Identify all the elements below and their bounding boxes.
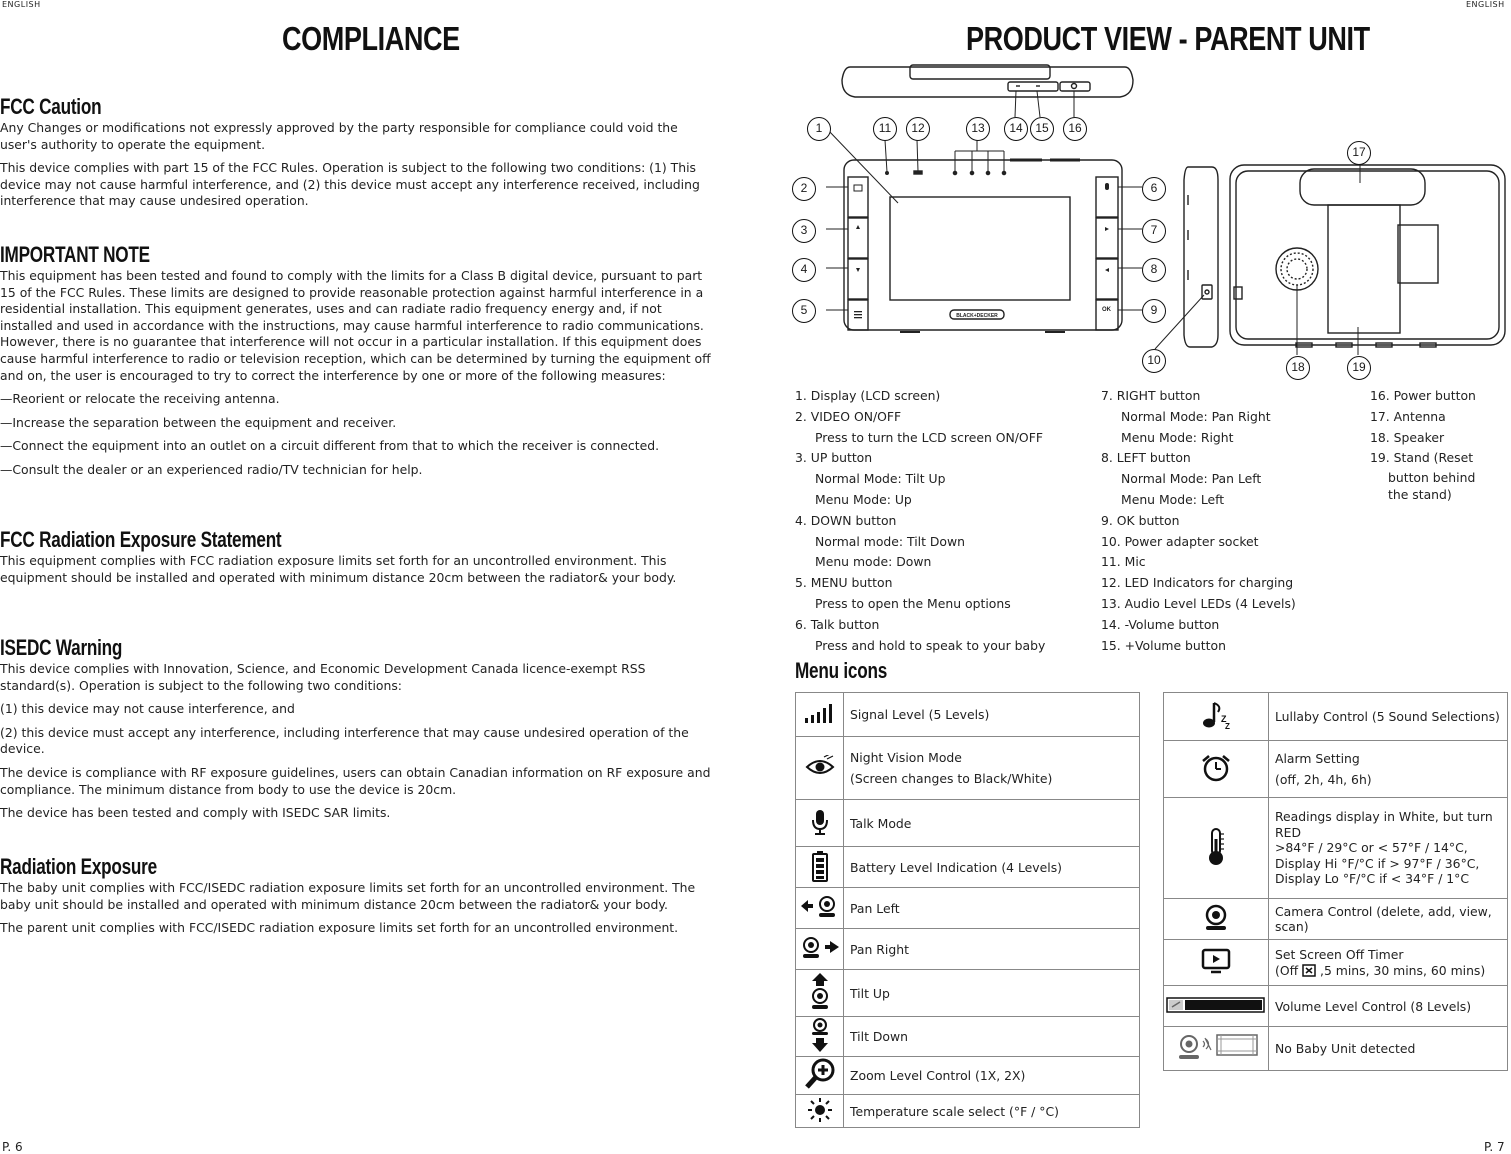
measure-3: —Connect the equipment into an outlet on a circuit different from that to which the receiver is connected. xyxy=(0,438,660,454)
tilt-down-icon xyxy=(796,1017,844,1057)
fcc-caution-p1: Any Changes or modifications not expressly approved by the party responsible for compliance could void the user's authority to operate the equipment. xyxy=(0,120,678,152)
menu-icons-table-right xyxy=(1163,692,1508,1071)
parts-item: 12. LED Indicators for charging xyxy=(1101,575,1294,591)
menu-icon-label: Pan Left xyxy=(844,888,1140,929)
fcc-caution-p2: This device complies with part 15 of the FCC Rules. Operation is subject to the following two conditions: (1) This device may not cause harmful interference, and (2) this device must accept any interference received, including interference that may cause undesired operation. xyxy=(0,160,700,209)
callout-15: 15 xyxy=(1030,117,1054,141)
callout-17: 17 xyxy=(1347,141,1371,165)
parts-item-detail: Press and hold to speak to your baby xyxy=(815,637,1046,653)
callout-18: 18 xyxy=(1286,356,1310,380)
button-glyphs xyxy=(854,183,1109,318)
menu-icon-label-2 xyxy=(1275,963,1501,979)
measure-4: —Consult the dealer or an experienced radio/TV technician for help. xyxy=(0,461,423,477)
callout-3: 3 xyxy=(792,219,816,243)
callout-7: 7 xyxy=(1142,219,1166,243)
compliance-content xyxy=(0,94,716,217)
isedc-p4: The device is compliance with RF exposure guidelines, users can obtain Canadian information on RF exposure and compliance. The minimum distance from body to use the device is 20cm. xyxy=(0,764,711,797)
camera-icon xyxy=(1164,899,1269,940)
table-row xyxy=(796,800,1140,847)
isedc-heading: ISEDC Warning xyxy=(0,635,123,660)
menu-icon-label-cell xyxy=(1269,741,1508,798)
measure-2: —Increase the separation between the equipment and receiver. xyxy=(0,414,397,430)
menu-icon-label: Display Hi °F/°C if > 97°F / 36°C, xyxy=(1275,855,1480,871)
parts-item: 5. MENU button xyxy=(795,575,893,591)
back-view xyxy=(1230,165,1505,347)
volume-bar-icon xyxy=(1164,986,1269,1027)
menu-icon-label: Temperature scale select (°F / °C) xyxy=(844,1095,1140,1128)
callout-6: 6 xyxy=(1142,177,1166,201)
fcc-caution-heading: FCC Caution xyxy=(0,94,102,119)
table-row xyxy=(796,847,1140,888)
table-row xyxy=(796,970,1140,1017)
table-row xyxy=(796,1017,1140,1057)
menu-icon-label: Zoom Level Control (1X, 2X) xyxy=(844,1057,1140,1095)
isedc-p2: (1) this device may not cause interference, and xyxy=(0,701,295,717)
isedc-p3: (2) this device must accept any interference, including interference that may cause undesired operation of the device. xyxy=(0,724,689,757)
side-view xyxy=(1184,167,1218,347)
parts-item: 10. Power adapter socket xyxy=(1101,533,1259,549)
parts-item-detail: the stand) xyxy=(1388,487,1452,503)
table-row xyxy=(1164,798,1508,899)
table-row xyxy=(796,1095,1140,1128)
parts-item-detail: Press to turn the LCD screen ON/OFF xyxy=(815,429,1043,445)
table-row xyxy=(1164,899,1508,940)
menu-icon-label: Pan Right xyxy=(844,929,1140,970)
fcc-radiation-heading: FCC Radiation Exposure Statement xyxy=(0,527,282,552)
callout-10: 10 xyxy=(1142,349,1166,373)
callout-16: 16 xyxy=(1063,117,1087,141)
important-note-heading: IMPORTANT NOTE xyxy=(0,242,150,267)
parts-item-detail: Menu mode: Down xyxy=(815,554,932,570)
parts-item-detail: Press to open the Menu options xyxy=(815,595,1011,611)
menu-icon-label: Battery Level Indication (4 Levels) xyxy=(844,847,1140,888)
parts-item: 13. Audio Level LEDs (4 Levels) xyxy=(1101,595,1296,611)
table-row xyxy=(796,888,1140,929)
callout-1: 1 xyxy=(807,117,831,141)
callout-4: 4 xyxy=(792,258,816,282)
front-view xyxy=(844,160,1122,332)
parts-item: 1. Display (LCD screen) xyxy=(795,388,941,403)
radiation-p2: The parent unit complies with FCC/ISEDC radiation exposure limits set forth for an uncontrolled environment. xyxy=(0,920,679,936)
top-view xyxy=(842,65,1133,97)
parts-list-col2 xyxy=(1101,386,1296,656)
parts-item: 16. Power button xyxy=(1370,388,1476,403)
table-row xyxy=(1164,986,1508,1027)
parts-item: 8. LEFT button xyxy=(1101,450,1191,466)
callout-13: 13 xyxy=(966,117,990,141)
parts-item-detail: Menu Mode: Left xyxy=(1121,491,1225,507)
radiation-exposure-heading: Radiation Exposure xyxy=(0,854,157,879)
measure-1: —Reorient or relocate the receiving antenna. xyxy=(0,391,280,407)
screen-timer-icon xyxy=(1164,940,1269,986)
off-x-icon xyxy=(1302,964,1316,977)
alarm-clock-icon xyxy=(1164,741,1269,798)
menu-icon-label-cell xyxy=(1269,940,1508,986)
menu-icon-label: >84°F / 29°C or < 57°F / 14°C, xyxy=(1275,840,1468,856)
menu-icon-label-2: (off, 2h, 4h, 6h) xyxy=(1275,772,1372,787)
parts-item: 18. Speaker xyxy=(1370,429,1445,445)
table-row xyxy=(796,693,1140,737)
parts-item-detail: Normal Mode: Pan Left xyxy=(1121,471,1262,487)
menu-icon-label: Night Vision Mode xyxy=(850,750,962,765)
parts-list-col3 xyxy=(1370,386,1476,503)
zoom-icon xyxy=(796,1057,844,1095)
page-title-compliance: COMPLIANCE xyxy=(282,20,460,57)
menu-icon-label-2: (Screen changes to Black/White) xyxy=(850,771,1053,786)
callout-19: 19 xyxy=(1347,356,1371,380)
thermometer-icon xyxy=(1164,798,1269,899)
menu-icon-label: Tilt Down xyxy=(844,1017,1140,1057)
parts-item: 6. Talk button xyxy=(795,616,880,632)
no-baby-unit-icon xyxy=(1164,1027,1269,1071)
menu-icon-label-2-b: ,5 mins, 30 mins, 60 mins) xyxy=(1316,962,1486,978)
important-note-p1: This equipment has been tested and found to comply with the limits for a Class B digital device, pursuant to part 15 of the FCC Rules. These limits are designed to provide reasonable protection against harmful interference in a residential installation. This equipment generates, uses and can radiate radio frequency energy and, if not installed and used in accordance with the instructions, may cause harmful interference to radio communications. However, there is no guarantee that interference will not occur in a particular installation. If this equipment does cause harmful interference to radio or television reception, which can be determined by turning the equipment off and on, the user is encouraged to try to correct the interference by one or more of the following measures: xyxy=(0,268,711,383)
page-title-product-view: PRODUCT VIEW - PARENT UNIT xyxy=(966,20,1370,57)
callout-8: 8 xyxy=(1142,258,1166,282)
table-row xyxy=(1164,741,1508,798)
fcc-radiation-p1: This equipment complies with FCC radiation exposure limits set forth for an uncontrolled environment. This equipment should be installed and operated with minimum distance 20cm between the radiator& your body. xyxy=(0,553,677,585)
pan-right-icon xyxy=(796,929,844,970)
table-row xyxy=(796,1057,1140,1095)
important-note-section xyxy=(0,242,716,486)
parts-item: 3. UP button xyxy=(795,450,873,466)
table-row xyxy=(1164,693,1508,741)
svg-text:Z: Z xyxy=(1225,722,1230,730)
parts-item-detail: Menu Mode: Right xyxy=(1121,429,1234,445)
radiation-exposure-section xyxy=(0,854,716,944)
parts-item: 15. +Volume button xyxy=(1101,637,1226,653)
menu-icon-label: Alarm Setting xyxy=(1275,751,1360,766)
temperature-scale-icon xyxy=(796,1095,844,1128)
parts-item-detail: Normal mode: Tilt Down xyxy=(815,533,966,549)
table-row xyxy=(796,737,1140,800)
menu-icon-label-2-a: (Off xyxy=(1275,962,1303,978)
isedc-section xyxy=(0,635,716,829)
parts-item: 4. DOWN button xyxy=(795,512,897,528)
menu-icon-label: Lullaby Control (5 Sound Selections) xyxy=(1269,693,1508,741)
fcc-radiation-section xyxy=(0,527,716,593)
table-row xyxy=(1164,940,1508,986)
parts-item: 14. -Volume button xyxy=(1101,616,1220,632)
menu-icon-label: Set Screen Off Timer xyxy=(1275,947,1404,962)
callout-11: 11 xyxy=(873,117,897,141)
brand-label: BLACK+DECKER xyxy=(956,313,998,319)
parts-item: 19. Stand (Reset xyxy=(1370,450,1474,466)
language-label-right: ENGLISH xyxy=(1466,0,1505,9)
signal-icon xyxy=(796,693,844,737)
isedc-p1: This device complies with Innovation, Science, and Economic Development Canada licence-exempt RSS standard(s). Operation is subject to the following two conditions: xyxy=(0,661,646,693)
svg-text:Z: Z xyxy=(1221,714,1227,724)
battery-icon xyxy=(796,847,844,888)
callout-12: 12 xyxy=(906,117,930,141)
parts-item: 7. RIGHT button xyxy=(1101,388,1201,403)
callout-14: 14 xyxy=(1004,117,1028,141)
parts-item: 11. Mic xyxy=(1101,554,1146,570)
callout-9: 9 xyxy=(1142,299,1166,323)
pan-left-icon xyxy=(796,888,844,929)
parts-item-detail: Menu Mode: Up xyxy=(815,491,912,507)
page-number-right: P. 7 xyxy=(1484,1140,1505,1154)
menu-icon-label: Signal Level (5 Levels) xyxy=(844,693,1140,737)
parent-unit-diagram xyxy=(780,55,1510,385)
parts-item-detail: Normal Mode: Pan Right xyxy=(1121,408,1271,424)
isedc-p5: The device has been tested and comply with ISEDC SAR limits. xyxy=(0,805,391,821)
menu-icon-label: Talk Mode xyxy=(844,800,1140,847)
menu-icon-label: Display Lo °F/°C if < 34°F / 1°C xyxy=(1275,871,1470,887)
parts-item: 2. VIDEO ON/OFF xyxy=(795,408,902,424)
callout-5: 5 xyxy=(792,299,816,323)
lullaby-icon xyxy=(1164,693,1269,741)
night-vision-eye-icon xyxy=(796,737,844,800)
menu-icons-table-left xyxy=(795,692,1140,1128)
table-row xyxy=(796,929,1140,970)
language-label-left: ENGLISH xyxy=(2,0,41,9)
callout-2: 2 xyxy=(792,177,816,201)
menu-icons-heading: Menu icons xyxy=(795,658,888,683)
menu-icon-label-cell xyxy=(1269,798,1508,899)
menu-icon-label: No Baby Unit detected xyxy=(1269,1027,1508,1071)
ok-button-label: OK xyxy=(1102,307,1111,313)
parts-item: 9. OK button xyxy=(1101,512,1180,528)
menu-icon-label: Volume Level Control (8 Levels) xyxy=(1269,986,1508,1027)
page-number-left: P. 6 xyxy=(2,1140,23,1154)
table-row xyxy=(1164,1027,1508,1071)
parts-item-detail: button behind xyxy=(1388,470,1476,486)
menu-icon-label: Tilt Up xyxy=(844,970,1140,1017)
tilt-up-icon xyxy=(796,970,844,1017)
radiation-p1: The baby unit complies with FCC/ISEDC radiation exposure limits set forth for an uncontrolled environment. The baby unit should be installed and operated with minimum distance 20cm between the radiator& your body. xyxy=(0,880,696,912)
parts-item: 17. Antenna xyxy=(1370,408,1446,424)
microphone-icon xyxy=(796,800,844,847)
parts-list-col1 xyxy=(795,386,1045,656)
menu-icon-label: Readings display in White, but turn RED xyxy=(1275,809,1493,840)
parts-item-detail: Normal Mode: Tilt Up xyxy=(815,471,946,487)
menu-icon-label-cell xyxy=(844,737,1140,800)
menu-icon-label: Camera Control (delete, add, view, scan) xyxy=(1269,899,1508,940)
